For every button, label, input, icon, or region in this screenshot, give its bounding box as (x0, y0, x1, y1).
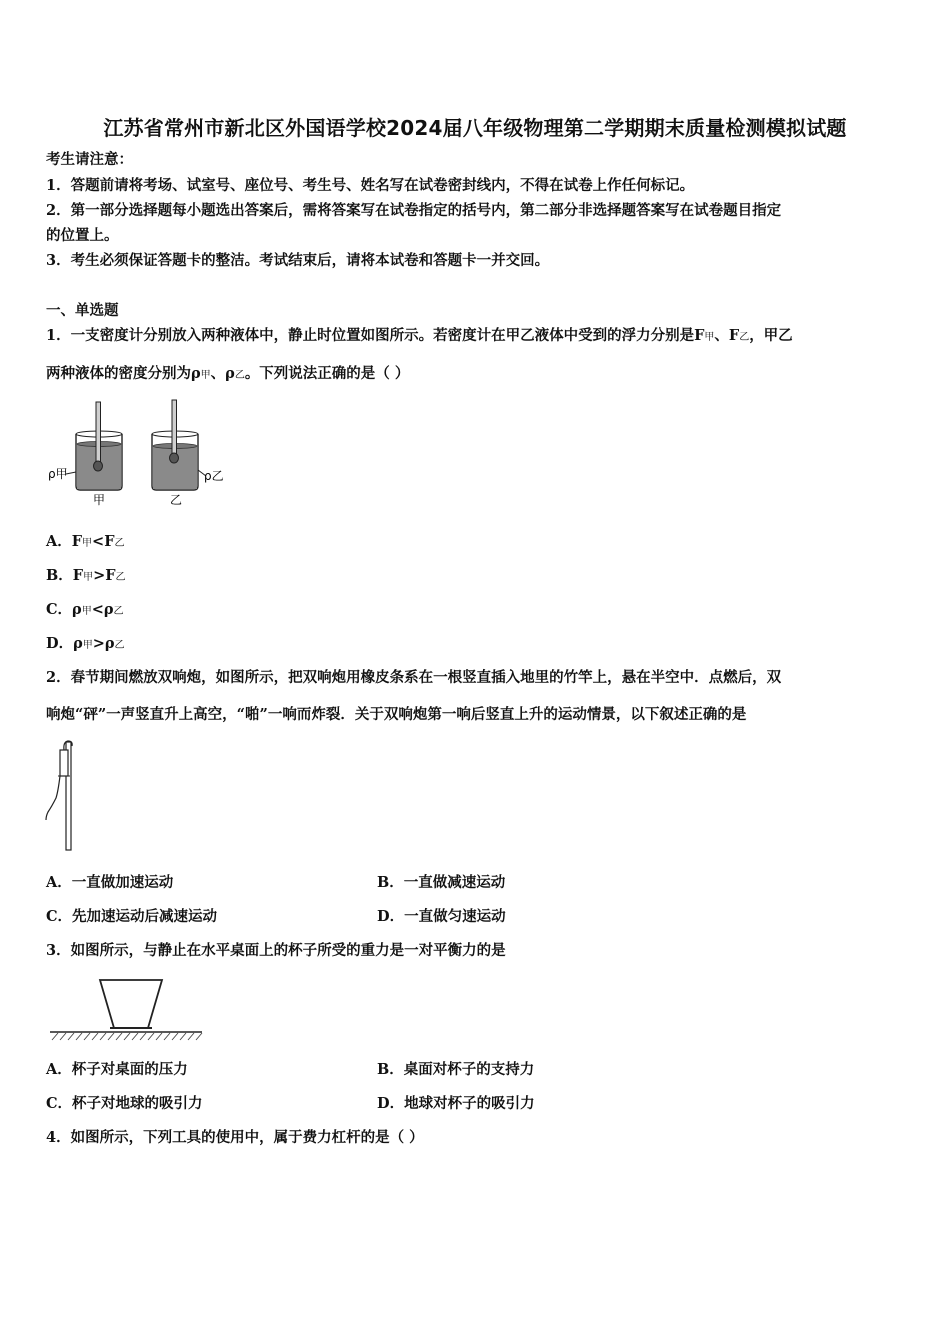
q2-option-d[interactable]: D．一直做匀速运动 (377, 908, 506, 925)
q1-option-d[interactable]: D．ρ甲>ρ乙 (46, 635, 125, 652)
page-title: 江苏省常州市新北区外国语学校2024届八年级物理第二学期期末质量检测模拟试题 (103, 116, 847, 140)
q2-stem-line2: 响炮“砰”一声竖直升上高空，“啪”一响而炸裂．关于双响炮第一响后竖直上升的运动情景，以下叙述正确的是 (46, 706, 747, 723)
q2-firecracker-figure (44, 736, 84, 852)
q1-hydrometer-figure (46, 398, 226, 510)
notice-item-2-cont: 的位置上。 (46, 227, 119, 244)
q1-stem-line1: 1．一支密度计分别放入两种液体中，静止时位置如图所示。若密度计在甲乙液体中受到的浮力分别是F甲、F乙，甲乙 (46, 327, 793, 344)
section-heading: 一、单选题 (46, 302, 119, 319)
notice-item-3: 3．考生必须保证答题卡的整洁。考试结束后，请将本试卷和答题卡一并交回。 (46, 252, 550, 269)
q3-option-d[interactable]: D．地球对杯子的吸引力 (377, 1095, 535, 1112)
q4-stem: 4．如图所示，下列工具的使用中，属于费力杠杆的是（ ） (46, 1129, 424, 1146)
q3-option-b[interactable]: B．桌面对杯子的支持力 (377, 1061, 535, 1078)
q2-option-a[interactable]: A．一直做加速运动 (46, 874, 174, 891)
q3-stem: 3．如图所示，与静止在水平桌面上的杯子所受的重力是一对平衡力的是 (46, 942, 506, 959)
q3-option-c[interactable]: C．杯子对地球的吸引力 (46, 1095, 203, 1112)
q2-option-c[interactable]: C．先加速运动后减速运动 (46, 908, 218, 925)
q1-option-a[interactable]: A．F甲<F乙 (46, 533, 125, 550)
q3-cup-on-table-figure (46, 976, 206, 1046)
q1-label-yi: 乙 (170, 493, 183, 507)
notice-heading: 考生请注意： (46, 151, 133, 168)
q2-stem-line1: 2．春节期间燃放双响炮，如图所示，把双响炮用橡皮条系在一根竖直插入地里的竹竿上，悬在半空中．点燃后，双 (46, 669, 782, 686)
q1-label-rho-yi: ρ乙 (204, 469, 224, 483)
q3-option-a[interactable]: A．杯子对桌面的压力 (46, 1061, 188, 1078)
q2-option-b[interactable]: B．一直做减速运动 (377, 874, 506, 891)
q1-option-c[interactable]: C．ρ甲<ρ乙 (46, 601, 124, 618)
q1-stem-line2: 两种液体的密度分别为ρ甲、ρ乙。下列说法正确的是（ ） (46, 365, 410, 382)
q1-label-rho-jia: ρ甲 (48, 467, 68, 481)
notice-item-2: 2．第一部分选择题每小题选出答案后，需将答案写在试卷指定的括号内，第二部分非选择题答案写在试卷题目指定 (46, 202, 782, 219)
q1-label-jia: 甲 (93, 493, 106, 507)
notice-item-1: 1．答题前请将考场、试室号、座位号、考生号、姓名写在试卷密封线内，不得在试卷上作任何标记。 (46, 177, 695, 194)
q1-option-b[interactable]: B．F甲>F乙 (46, 567, 126, 584)
